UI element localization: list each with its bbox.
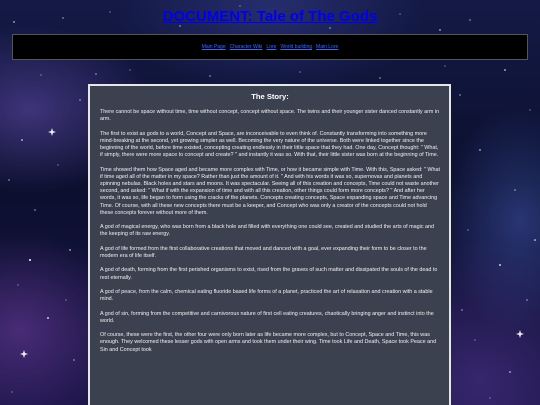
- story-paragraph: A god of peace, from the calm, chemical eating fluoride based life forms of a planet, practiced the art of relaxation and creation with a stable mind.: [100, 288, 433, 303]
- top-navigation-bar: [12, 34, 528, 60]
- story-paragraph: A god of magical energy, who was born from a black hole and filled with everything one could see, created and studied the arts of magic and the keeping of its raw energy.: [100, 224, 435, 238]
- nav-link-main-page[interactable]: Main Page: [201, 44, 226, 50]
- nav-link-character-wiki[interactable]: Character Wiki: [229, 44, 263, 50]
- page-title-link[interactable]: DOCUMENT: Tale of The Gods: [162, 8, 378, 25]
- story-paragraph: Of course, these were the first, the other four were only born later as life became more complex, but to Concept, Space and Time, this was enough. They welcomed these lesser gods with open arms and took them under their wing. Time took Life and Death, Space took Peace and Sin and Concept took: [100, 332, 437, 353]
- nav-link-lore[interactable]: Lore: [266, 44, 277, 50]
- story-heading: The Story:: [251, 92, 289, 101]
- story-paragraph: The first to exist as gods to a world, Concept and Space, are inconceivable to even think of. Constantly transforming into something more mind-breaking at the second, yet growing simpler as well. Becoming the very nature of the universe. Both were linked together since the beginning of the world, before time existed, concepting creating endlessly in their little space that they had. One day, Concept thought: " What, if simply, there were more space to concept and create? " and instantly it was so. With that, their little sister was born at the beginning of Time.: [100, 130, 439, 159]
- nav-link-main-lore[interactable]: Main Lore: [316, 44, 339, 50]
- nav-link-world-building[interactable]: World building: [280, 44, 313, 50]
- story-panel: [88, 84, 451, 405]
- story-paragraph: Time showed them how Space aged and became more complex with Time, or how it became simple with Time. With this, Space asked: " What if time aged all of the matter in my space? Rather than just the amount of it. " And with his words it was so, supernovas and planets and spinning nebulas. Black holes and stars and moons. It was spectacular. Seeing all of this creation and concepts, Time could not waste another second, and asked: " What if with the expansion of time and with all this creation, other things could form more concepts? " And after her words, it was so, life began to form using the cracks of the planets. Concepts creating concepts, Space expanding space and Time advancing Time. Of course, with all these new concepts there must be a keeper, and Concept who was only a creator of the concepts could not hold these concepts forever without more of them.: [100, 166, 440, 216]
- story-paragraph: A god of sin, forming from the competitive and carnivorous nature of first cell eating creatures, chaotically bringing anger and instinct into the world.: [100, 310, 434, 324]
- story-paragraph: A god of death, forming from the first perished organisms to exist, rised from the graves of such matter and dissipated the souls of the dead to rest eternally.: [100, 267, 438, 281]
- story-paragraph: A god of life formed from the first collaborative creations that moved and danced with a goal, ever expanding their form to be closer to the modern era of life itself.: [100, 245, 427, 259]
- story-paragraph: There cannot be space without time, time without concept, concept without space. The twins and their younger sister danced constantly arm in arm.: [100, 109, 440, 123]
